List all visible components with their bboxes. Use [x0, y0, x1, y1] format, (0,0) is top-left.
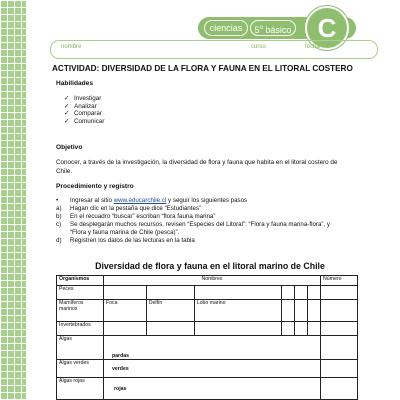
check-icon: ✓ — [64, 102, 70, 110]
row-label: Mamíferos marinos — [57, 300, 104, 322]
procedure-heading: Procedimiento y registro — [56, 183, 134, 190]
check-icon: ✓ — [64, 110, 70, 118]
table-row — [57, 286, 358, 300]
table-header-row — [57, 276, 358, 286]
skills-heading: Habilidades — [56, 80, 94, 87]
subject-label: ciencias — [204, 20, 248, 36]
row-label: Algas rojas — [57, 378, 104, 400]
table-row — [57, 322, 358, 336]
student-info-bar — [50, 40, 378, 59]
procedure-step: b) En el recuadro “buscar” escriban “flora fauna marina” — [56, 213, 216, 221]
row-label: Invertebrados — [57, 322, 104, 336]
names-header: Nombres — [104, 276, 321, 286]
page-title: ACTIVIDAD: DIVERSIDAD DE LA FLORA Y FAUNA EN EL LITORAL COSTERO — [52, 64, 353, 73]
objective-text: Conocer, a través de la investigación, la diversidad de flora y fauna que habita en el litoral costero de Chile. — [56, 159, 338, 175]
procedure-steps — [56, 197, 346, 246]
procedure-step: c) Se desplegarán muchos recursos, revisen “Especies del Litoral”: “Flora y fauna marina-flora”, y — [56, 221, 330, 229]
skill-item: ✓ Analizar — [64, 102, 97, 110]
row-label: Algas — [57, 336, 104, 360]
course-label: curso — [251, 44, 266, 50]
procedure-step: d) Registren los datos de las lecturas en la tabla — [56, 237, 195, 245]
objective-heading: Objetivo — [56, 144, 83, 151]
row-label: Peces — [57, 286, 104, 300]
number-header: Número — [321, 276, 358, 286]
grade-label: 5$^o$ básico — [250, 20, 296, 36]
decorative-grid-strip — [0, 0, 26, 400]
skills-list — [64, 95, 104, 125]
educarchile-link[interactable]: www.educarchile.cl — [113, 197, 167, 204]
skill-item: ✓ Comunicar — [64, 117, 105, 125]
skill-item: ✓ Comparar — [64, 110, 102, 118]
bullet-icon: • — [56, 197, 59, 204]
table-title: Diversidad de flora y fauna en el litoral marino de Chile — [95, 261, 325, 271]
table-row: Algas rojas rojas — [57, 378, 358, 400]
organisms-header: Organismos — [57, 276, 104, 286]
check-icon: ✓ — [64, 95, 70, 102]
date-label: fecha — [305, 44, 320, 50]
skill-item: ✓ Investigar — [64, 95, 102, 102]
table-row: Mamíferos marinos Foca Delfín Lobo marino — [57, 300, 358, 322]
row-label: Algas verdes — [57, 360, 104, 378]
procedure-bullet: • Ingresar al sitio www.educarchile.cl y seguir los siguientes pasos — [56, 197, 248, 204]
subject-badge: C — [305, 6, 349, 50]
name-label: nombre — [61, 44, 82, 50]
procedure-step: “Flora y fauna marina de Chile (pesca)”. — [70, 229, 180, 237]
table-row: Algas verdes verdes — [57, 360, 358, 378]
check-icon: ✓ — [64, 117, 70, 125]
data-table — [56, 275, 358, 400]
table-row: Algas pardas — [57, 336, 358, 360]
procedure-step: a) Hagan clic en la pestaña que dice “Estudiantes” — [56, 205, 202, 213]
